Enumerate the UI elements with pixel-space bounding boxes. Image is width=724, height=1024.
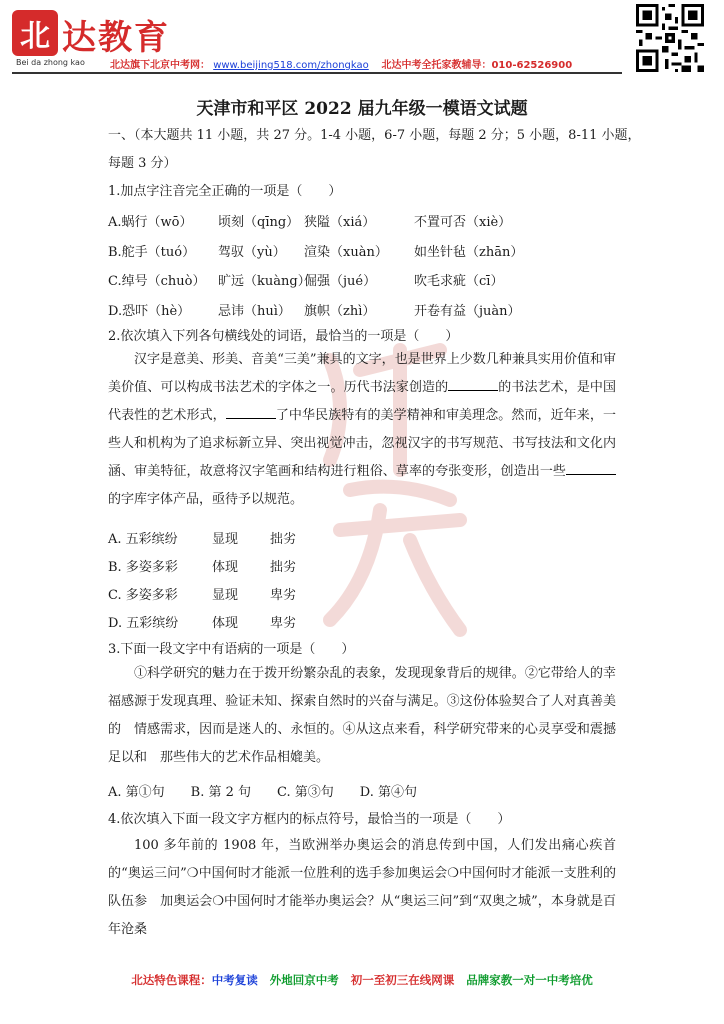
section-heading-cont: 每题 3 分） — [108, 156, 177, 171]
q1-option-b: B.舵手（tuó） 驾驭（yù） 渲染（xuàn） 如坐针毡（zhān） — [108, 245, 524, 260]
q3-stem: 3.下面一段文字中有语病的一项是（ ） — [108, 642, 355, 657]
header-info — [110, 56, 572, 71]
blank-2 — [226, 406, 276, 419]
header-url-link[interactable]: www.beijing518.com/zhongkao — [213, 60, 369, 71]
q1-option-d: D.恐吓（hè） 忌讳（huì） 旗帜（zhì） 开卷有益（juàn） — [108, 304, 521, 319]
logo-text: 达教育 — [62, 18, 170, 58]
q2-option-a: A. 五彩缤纷 显现 拙劣 — [108, 532, 297, 547]
q2-option-d: D. 五彩缤纷 体现 卑劣 — [108, 616, 297, 631]
q1-option-a: A.蜗行（wō） 顷刻（qīng） 狭隘（xiá） 不置可否（xiè） — [108, 215, 512, 230]
q4-stem: 4.依次填入下面一段文字方框内的标点符号，最恰当的一项是（ ） — [108, 812, 511, 827]
q4-passage: 100 多年前的 1908 年，当欧洲举办奥运会的消息传到中国，人们发出痛心疾首的“奥运三问”❍中国何时才能派一位胜利的选手参加奥运会❍中国何时才能派一支胜利的队伍参 加奥运会❍中国何时才能举办奥运会？从“奥运三问”到“双奥之城”，本身就是百年沧桑 — [108, 838, 616, 937]
footer-courses: 北达特色课程：中考复读 外地回京中考 初一至初三在线网课 品牌家教一对一中考培优 — [131, 973, 593, 987]
q2-stem: 2.依次填入下列各句横线处的词语，最恰当的一项是（ ） — [108, 329, 459, 344]
q3-passage: ①科学研究的魅力在于拨开纷繁杂乱的表象，发现现象背后的规律。②它带给人的幸福感源于发现真理、验证未知、探索自然时的兴奋与满足。③这份体验契合了人对真善美的 情感需求，因而是迷人的、永恒的。④从这点来看，科学研究带来的心灵享受和震撼足以和 那些伟大的艺术作品相媲美。 — [108, 666, 616, 765]
q2-option-c: C. 多姿多彩 显现 卑劣 — [108, 588, 297, 603]
header-tutor: 北达中考全托家教辅导：010-62526900 — [381, 60, 573, 71]
header-divider — [12, 72, 622, 74]
q1-option-c: C.绰号（chuò） 旷远（kuàng）倔强（jué） 吹毛求疵（cī） — [108, 274, 504, 289]
qr-code-icon — [636, 4, 704, 72]
q1-stem: 1.加点字注音完全正确的一项是（ ） — [108, 184, 342, 199]
q2-option-b: B. 多姿多彩 体现 拙劣 — [108, 560, 297, 575]
header-prefix: 北达旗下北京中考网： — [110, 60, 210, 71]
logo-pinyin: Bei da zhong kao — [16, 58, 85, 67]
blank-1 — [448, 378, 498, 391]
q2-passage: 汉字是意美、形美、音美“三美”兼具的文字，也是世界上少数几种兼具实用价值和审美价值、可以构成书法艺术的字体之一。历代书法家创造的 的书法艺术，是中国代表性的艺术形式， 了中华民族特有的美学精神和审美理念。然而，近年来，一些人和机构为了追求标新立异、突出视觉冲击，忽视汉字的书写规范、书写技法和文化内涵、审美特征，故意将汉字笔画和结构进行粗俗、草率的夸张变形，创造出一些的字库字体产品，亟待予以规范。 — [108, 352, 616, 507]
q3-options: A. 第①句 B. 第 2 句 C. 第③句 D. 第④句 — [108, 785, 417, 800]
logo-mark: 北 — [12, 10, 58, 56]
section-heading: 一、（本大题共 11 小题，共 27 分。1-4 小题，6-7 小题，每题 2 分；5 小题，8-11 小题， — [108, 128, 641, 143]
exam-title: 天津市和平区 2022 届九年级一模语文试题 — [196, 99, 528, 119]
blank-3 — [566, 462, 616, 475]
